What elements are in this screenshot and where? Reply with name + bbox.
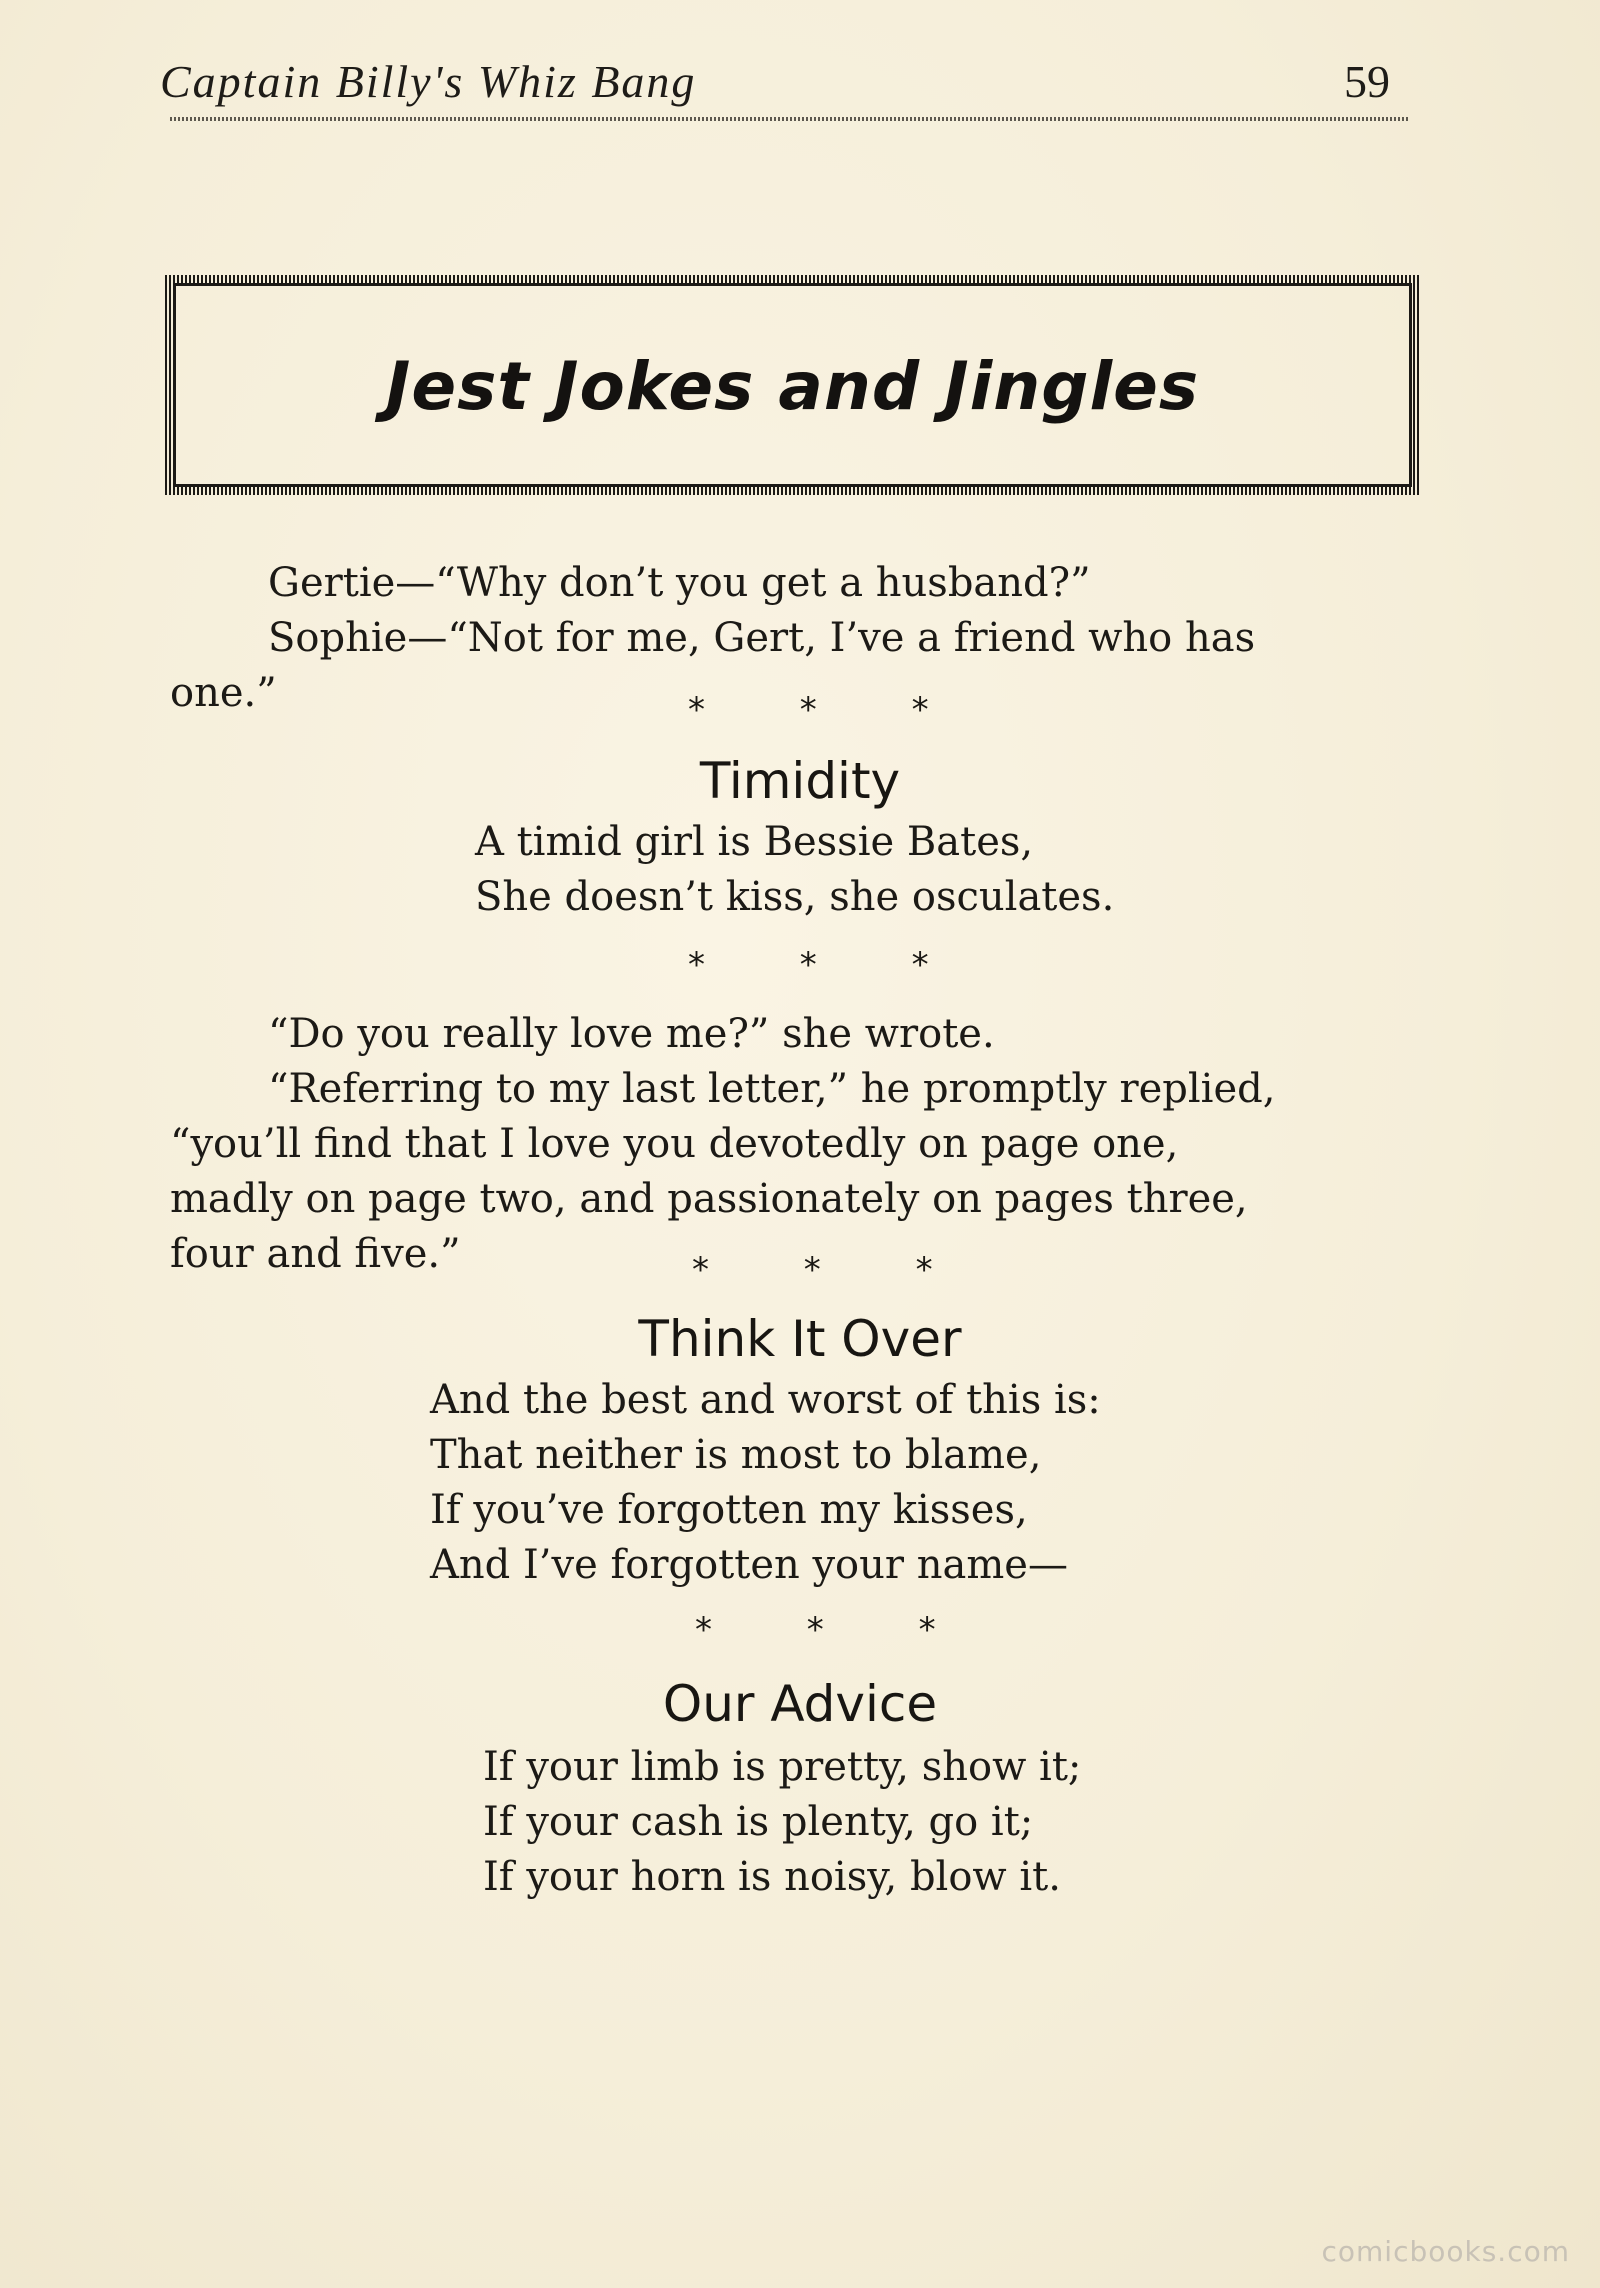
our-advice-line: If your limb is pretty, show it;: [483, 1744, 1082, 1790]
section-title: Jest Jokes and Jingles: [385, 348, 1200, 425]
watermark: comicbooks.com: [1321, 2235, 1570, 2268]
timidity-line: She doesn’t kiss, she osculates.: [475, 874, 1115, 920]
joke2-line4: madly on page two, and passionately on pages three,: [170, 1176, 1248, 1222]
think-it-over-line: And the best and worst of this is:: [430, 1377, 1101, 1423]
separator-stars: * * *: [688, 690, 971, 730]
header-rule: [170, 117, 1410, 121]
joke2-line1: “Do you really love me?” she wrote.: [268, 1011, 995, 1057]
timidity-line: A timid girl is Bessie Bates,: [475, 819, 1034, 865]
section-title-box: [165, 275, 1420, 495]
separator-stars: * * *: [695, 1610, 978, 1650]
our-advice-heading: Our Advice: [662, 1675, 938, 1733]
title-box-frame: [173, 283, 1412, 487]
joke1-line1: Gertie—“Why don’t you get a husband?”: [268, 560, 1091, 606]
our-advice-line: If your horn is noisy, blow it.: [483, 1854, 1061, 1900]
joke1-line2: Sophie—“Not for me, Gert, I’ve a friend who has: [268, 615, 1256, 661]
joke2-line2: “Referring to my last letter,” he promptly replied,: [268, 1066, 1276, 1112]
think-it-over-line: That neither is most to blame,: [430, 1432, 1042, 1478]
joke1-line3: one.”: [170, 670, 277, 716]
running-head: [160, 55, 1410, 125]
separator-stars: * * *: [688, 945, 971, 985]
think-it-over-heading: Think It Over: [638, 1310, 962, 1368]
joke2-line5: four and five.”: [170, 1231, 461, 1277]
separator-stars: * * *: [692, 1250, 975, 1290]
joke2-line3: “you’ll find that I love you devotedly on page one,: [170, 1121, 1179, 1167]
think-it-over-line: And I’ve forgotten your name—: [430, 1542, 1068, 1588]
our-advice-line: If your cash is plenty, go it;: [483, 1799, 1034, 1845]
page-number: 59: [1344, 56, 1390, 107]
think-it-over-line: If you’ve forgotten my kisses,: [430, 1487, 1028, 1533]
running-title: Captain Billy's Whiz Bang: [160, 56, 697, 107]
timidity-heading: Timidity: [699, 752, 901, 810]
